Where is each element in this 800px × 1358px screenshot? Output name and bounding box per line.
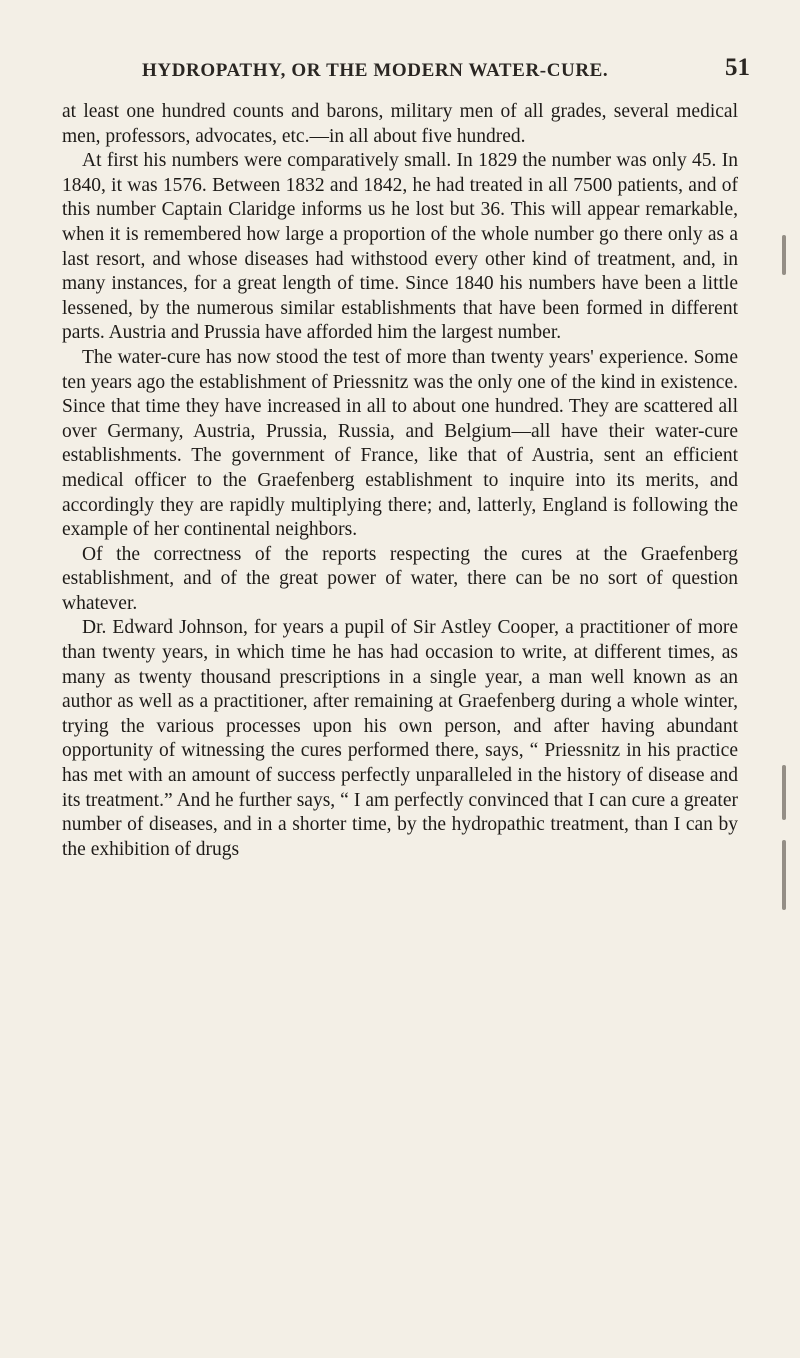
paragraph: At first his numbers were comparatively small. In 1829 the number was only 45. In 1840, it was 1576. Between 1832 and 1842, he had treated in all 7500 patients, and of this number Captain Claridge informs us he lost but 36. This will appear remarkable, when it is remembered how large a proportion of the whole number go there only as a last resort, and whose diseases had withstood every other kind of treatment, and, in many instances, for a great length of time. Since 1840 his numbers have been a little lessened, by the numerous similar establishments that have been formed in different parts. Austria and Prussia have afforded him the largest number. <box>62 150 738 344</box>
page-number: 51 <box>725 54 750 81</box>
paragraph: Of the correctness of the reports respecting the cures at the Graefenberg establishment, and of the great power of water, there can be no sort of question whatever. <box>62 543 738 614</box>
paragraph: The water-cure has now stood the test of more than twenty years' experience. Some ten years ago the establishment of Priessnitz was the only one of the kind in existence. Since that time they have increased in all to about one hundred. They are scattered all over Germany, Austria, Prussia, Russia, and Belgium—all have their water-cure establishments. The government of France, like that of Austria, sent an efficient medical officer to the Graefenberg establishment to inquire into its merits, and accordingly they are rapidly multiplying there; and, latterly, England is following the example of her continental neighbors. <box>62 346 738 541</box>
page-edge-mark <box>782 840 786 910</box>
page-header <box>60 54 750 92</box>
paragraph: at least one hundred counts and barons, military men of all grades, several medical men, professors, advocates, etc.—in all about five hundred. <box>62 101 738 147</box>
page-edge-mark <box>782 235 786 275</box>
page-edge-mark <box>782 765 786 820</box>
running-title: HYDROPATHY, OR THE MODERN WATER-CURE. <box>142 60 609 81</box>
body-text <box>62 100 738 862</box>
paragraph: Dr. Edward Johnson, for years a pupil of Sir Astley Cooper, a practitioner of more than twenty years, in which time he has had occasion to write, at different times, as many as twenty thousand prescriptions in a single year, a man well known as an author as well as a practitioner, after remaining at Graefenberg during a whole winter, trying the various processes upon his own person, and after having abundant opportunity of witnessing the cures performed there, says, “ Priessnitz in his practice has met with an amount of success perfectly unparalleled in the history of disease and its treatment.” And he further says, “ I am perfectly convinced that I can cure a greater number of diseases, and in a shorter time, by the hydropathic treatment, than I can by the exhibition of drugs <box>62 617 738 860</box>
